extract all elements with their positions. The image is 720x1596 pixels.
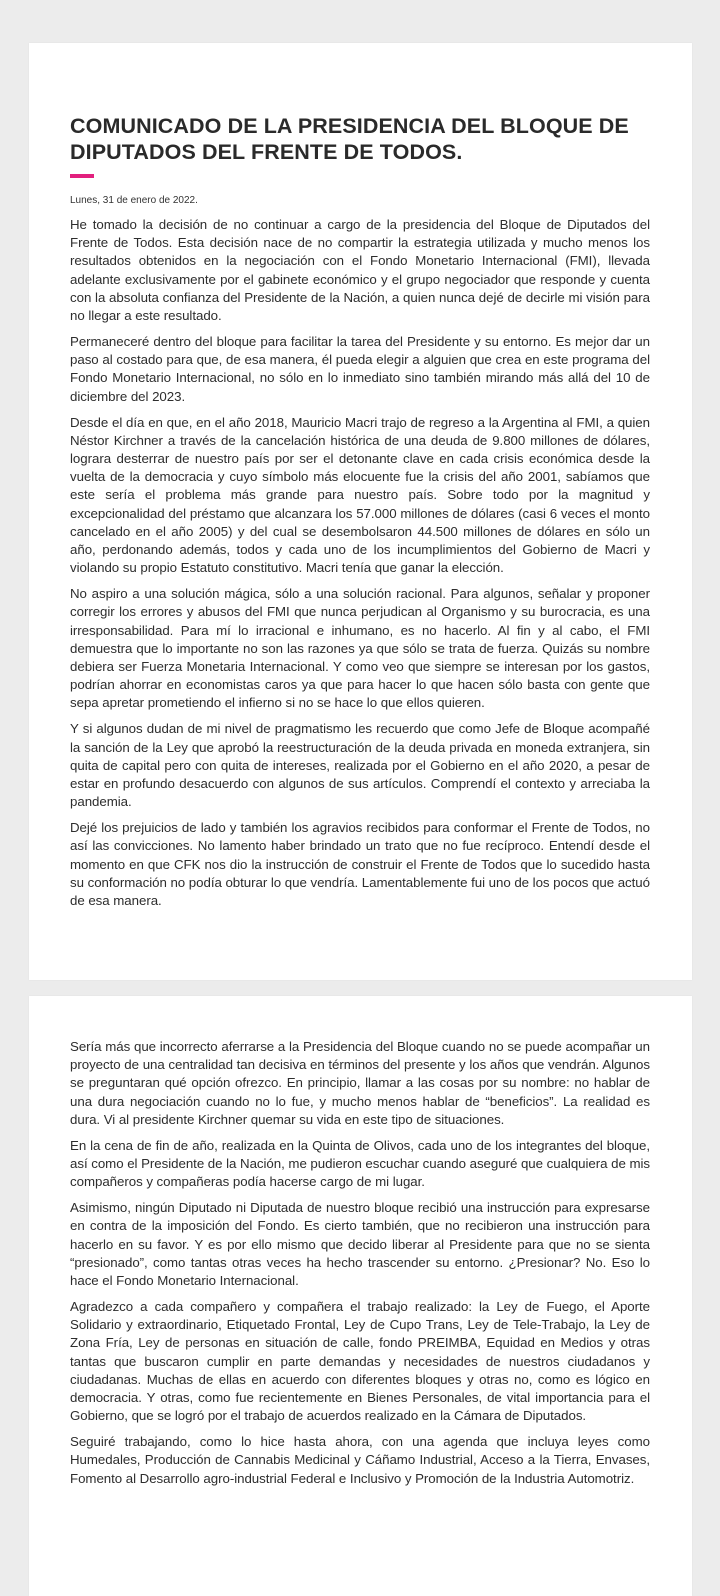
paragraph: Permaneceré dentro del bloque para facilitar la tarea del Presidente y su entorno. Es mejor dar un paso al costado para que, de esa manera, él pueda elegir a alguien que crea en este programa del Fondo Monetario Internacional, no sólo en lo inmediato sino también mirando más allá del 10 de diciembre del 2023. — [70, 334, 650, 404]
paragraph: Desde el día en que, en el año 2018, Mauricio Macri trajo de regreso a la Argentina al FMI, a quien Néstor Kirchner a través de la cancelación histórica de una deuda de 9.800 millones de dólares, lograra desterrar de nuestro país por ser el detonante clave en cada crisis económica desde la vuelta de la democracia y cuyo símbolo más elocuente fue la crisis del año 2001, sabíamos que este sería el problema más grande para nuestro país. Sobre todo por la magnitud y excepcionalidad del préstamo que alcanzara los 57.000 millones de dólares (casi 6 veces el monto cancelado en el año 2005) y del cual se desembolsaron 44.500 millones de dólares en sólo un año, perdonando además, todos y cada uno de los incumplimientos del Gobierno de Macri y violando su propio Estatuto constitutivo. Macri tenía que ganar la elección. — [70, 414, 650, 576]
paragraph: Seguiré trabajando, como lo hice hasta ahora, con una agenda que incluya leyes como Humedales, Producción de Cannabis Medicinal y Cáñamo Industrial, Acceso a la Tierra, Envases, Fomento al Desarrollo agro-industrial Federal e Inclusivo y Promoción de la Industria Automotriz. — [70, 1434, 650, 1486]
page-2-body — [70, 1038, 650, 1488]
document-page-1 — [29, 43, 692, 980]
document-title: COMUNICADO DE LA PRESIDENCIA DEL BLOQUE DE DIPUTADOS DEL FRENTE DE TODOS. — [70, 114, 629, 164]
document-page-2 — [29, 996, 692, 1596]
paragraph: He tomado la decisión de no continuar a cargo de la presidencia del Bloque de Diputados del Frente de Todos. Esta decisión nace de no compartir la estrategia utilizada y mucho menos los resultados obtenidos en la negociación con el Fondo Monetario Internacional (FMI), llevada adelante exclusivamente por el gabinete económico y el grupo negociador que responde y cuenta con la absoluta confianza del Presidente de la Nación, a quien nunca dejé de decirle mi visión para no llegar a este resultado. — [70, 217, 650, 324]
paragraph: Agradezco a cada compañero y compañera el trabajo realizado: la Ley de Fuego, el Aporte Solidario y extraordinario, Etiquetado Frontal, Ley de Cupo Trans, Ley de Tele-Trabajo, la Ley de Zona Fría, Ley de personas en situación de calle, fondo PREIMBA, Equidad en Medios y otras tantas que buscaron cumplir en parte demandas y necesidades de nuestros ciudadanos y ciudadanas. Muchas de ellas en acuerdo con diferentes bloques y otras no, como es lógico en democracia. Y otras, como fue recientemente en Bienes Personales, de vital importancia para el Gobierno, que se logró por el trabajo de acuerdos realizado en la Cámara de Diputados. — [70, 1299, 650, 1424]
page-1-body — [70, 216, 650, 910]
paragraph: No aspiro a una solución mágica, sólo a una solución racional. Para algunos, señalar y proponer corregir los errores y abusos del FMI que nunca perjudican al Organismo y su burocracia, es una irresponsabilidad. Para mí lo irracional e inhumano, es no hacerlo. Al fin y al cabo, el FMI demuestra que lo importante no son las razones ya que sólo se trata de fuerza. Quizás su nombre debiera ser Fuerza Monetaria Internacional. Y como veo que siempre se interesan por los gastos, podrían ahorrar en economistas caros ya que para hacer lo que hacen sólo basta con gente que sepa apretar prometiendo el infierno si no se hace lo que ellos quieren. — [70, 586, 650, 711]
paragraph: Sería más que incorrecto aferrarse a la Presidencia del Bloque cuando no se puede acompañar un proyecto de una centralidad tan decisiva en términos del presente y los años que vendrán. Algunos se preguntaran qué opción ofrezco. En principio, llamar a las cosas por su nombre: no hablar de una dura negociación cuando no lo fue, y mucho menos hablar de “beneficios”. La realidad es dura. Vi al presidente Kirchner quemar su vida en este tipo de situaciones. — [70, 1039, 650, 1127]
paragraph: Dejé los prejuicios de lado y también los agravios recibidos para conformar el Frente de Todos, no así las convicciones. No lamento haber brindado un trato que no fue recíproco. Entendí desde el momento en que CFK nos dio la instrucción de construir el Frente de Todos que lo sucedido hasta su conformación no podía obturar lo que vendría. Lamentablemente fui uno de los pocos que actuó de esa manera. — [70, 820, 650, 909]
paragraph: Y si algunos dudan de mi nivel de pragmatismo les recuerdo que como Jefe de Bloque acompañé la sanción de la Ley que aprobó la reestructuración de la deuda privada en moneda extranjera, sin quita de capital pero con quita de intereses, realizada por el Gobierno en el año 2020, a pesar de estar en profundo desacuerdo con algunos de sus artículos. Comprendí el contexto y arreciaba la pandemia. — [70, 721, 650, 810]
paragraph: En la cena de fin de año, realizada en la Quinta de Olivos, cada uno de los integrantes del bloque, así como el Presidente de la Nación, me pudieron escuchar cuando aseguré que cualquiera de mis compañeros y compañeras podía hacerse cargo de mi lugar. — [70, 1137, 650, 1190]
title-accent-bar — [70, 174, 94, 178]
paragraph: Asimismo, ningún Diputado ni Diputada de nuestro bloque recibió una instrucción para expresarse en contra de la imposición del Fondo. Es cierto también, que no recibieron una instrucción para hacerlo en su favor. Y es por ello mismo que decido liberar al Presidente para que no se sienta “presionado”, como tantas otras veces ha hecho trascender su entorno. ¿Presionar? No. Eso lo hace el Fondo Monetario Internacional. — [70, 1200, 650, 1289]
document-date: Lunes, 31 de enero de 2022. — [70, 195, 198, 206]
